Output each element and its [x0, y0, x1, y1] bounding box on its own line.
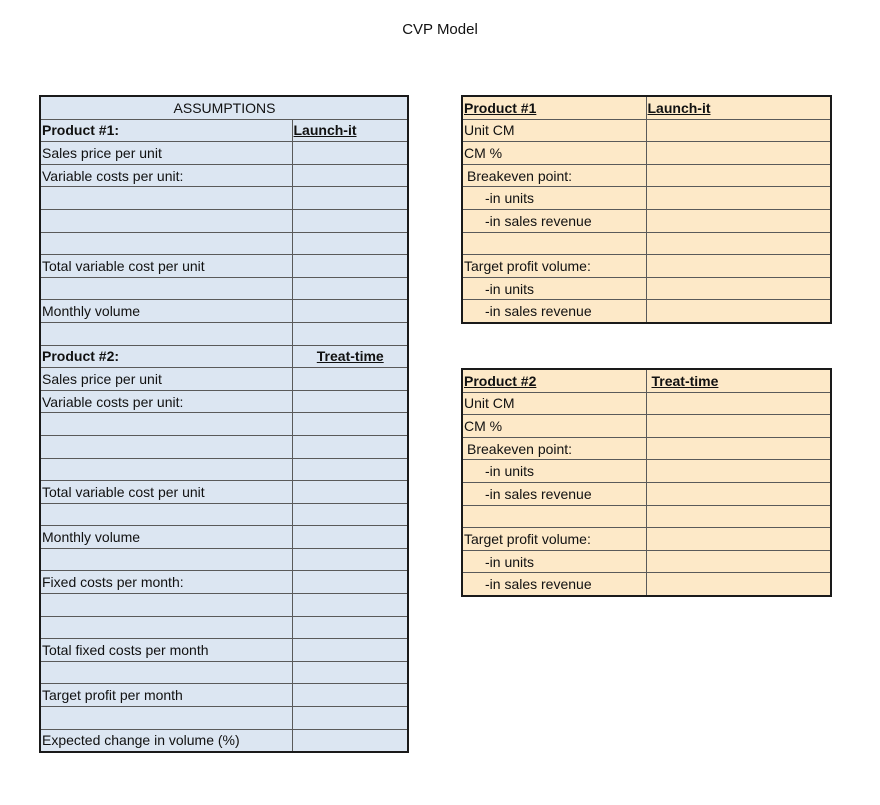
input-cell[interactable] [292, 458, 408, 481]
table-row [462, 460, 831, 483]
row-label: Breakeven point: [462, 164, 646, 187]
input-cell[interactable] [40, 209, 292, 232]
row-label: -in units [462, 460, 646, 483]
table-row [40, 458, 408, 481]
output-cell[interactable] [646, 460, 831, 483]
table-row [40, 571, 408, 594]
row-label: Total variable cost per unit [40, 255, 292, 278]
output-cell[interactable] [646, 392, 831, 415]
row-label: Unit CM [462, 392, 646, 415]
input-cell[interactable] [292, 142, 408, 165]
output-cell[interactable] [646, 482, 831, 505]
table-row [462, 142, 831, 165]
output-cell[interactable] [646, 277, 831, 300]
row-label: Target profit volume: [462, 528, 646, 551]
input-cell[interactable] [40, 616, 292, 639]
row-label: -in sales revenue [462, 300, 646, 323]
product1-label: Product #1: [40, 119, 292, 142]
input-cell[interactable] [292, 616, 408, 639]
row-label: CM % [462, 142, 646, 165]
output-cell[interactable] [646, 119, 831, 142]
input-cell[interactable] [40, 322, 292, 345]
input-cell[interactable] [40, 594, 292, 617]
table-row [462, 573, 831, 596]
table-row [462, 164, 831, 187]
table-row [40, 707, 408, 730]
input-cell[interactable] [292, 594, 408, 617]
table-row [462, 209, 831, 232]
input-cell[interactable] [292, 548, 408, 571]
row-label: Sales price per unit [40, 142, 292, 165]
input-cell[interactable] [40, 458, 292, 481]
table-row [462, 277, 831, 300]
table-row [462, 528, 831, 551]
row-label: Variable costs per unit: [40, 164, 292, 187]
output-cell[interactable] [646, 573, 831, 596]
input-cell[interactable] [292, 232, 408, 255]
table-row [462, 550, 831, 573]
input-cell[interactable] [292, 684, 408, 707]
input-cell[interactable] [292, 390, 408, 413]
input-cell[interactable] [292, 571, 408, 594]
table-row [40, 142, 408, 165]
input-cell[interactable] [292, 368, 408, 391]
input-cell[interactable] [292, 277, 408, 300]
row-label: Breakeven point: [462, 437, 646, 460]
input-cell[interactable] [292, 503, 408, 526]
row-label: Sales price per unit [40, 368, 292, 391]
table-row [462, 437, 831, 460]
output-cell[interactable] [646, 187, 831, 210]
row-label: Expected change in volume (%) [40, 729, 292, 752]
table-row [40, 119, 408, 142]
table-row [40, 232, 408, 255]
input-cell[interactable] [40, 413, 292, 436]
input-cell[interactable] [292, 661, 408, 684]
table-row [40, 164, 408, 187]
product1-name: Launch-it [292, 119, 408, 142]
product2-output-table [461, 368, 832, 597]
row-label: -in sales revenue [462, 573, 646, 596]
input-cell[interactable] [40, 232, 292, 255]
input-cell[interactable] [40, 503, 292, 526]
table-row [40, 729, 408, 752]
output-cell[interactable] [646, 255, 831, 278]
input-cell[interactable] [292, 322, 408, 345]
output-cell[interactable] [646, 209, 831, 232]
table-row [40, 187, 408, 210]
table-row [40, 594, 408, 617]
table-row [40, 255, 408, 278]
output-cell[interactable] [646, 142, 831, 165]
row-label: Monthly volume [40, 526, 292, 549]
input-cell[interactable] [40, 548, 292, 571]
row-label: Monthly volume [40, 300, 292, 323]
row-label: Variable costs per unit: [40, 390, 292, 413]
product2-name: Treat-time [292, 345, 408, 368]
table-row [462, 392, 831, 415]
input-cell[interactable] [292, 300, 408, 323]
output-cell[interactable] [462, 505, 646, 528]
output-cell[interactable] [646, 300, 831, 323]
table-row [462, 96, 831, 119]
output-cell[interactable] [462, 232, 646, 255]
row-label: -in units [462, 277, 646, 300]
table-row [40, 639, 408, 662]
input-cell[interactable] [292, 481, 408, 504]
page-title: CVP Model [402, 21, 478, 38]
row-label: -in sales revenue [462, 482, 646, 505]
table-row [40, 435, 408, 458]
input-cell[interactable] [40, 707, 292, 730]
table-row [40, 481, 408, 504]
row-label: Target profit volume: [462, 255, 646, 278]
input-cell[interactable] [292, 187, 408, 210]
input-cell[interactable] [292, 209, 408, 232]
table-row [462, 300, 831, 323]
table-row [40, 368, 408, 391]
row-label: -in units [462, 187, 646, 210]
table-row [40, 300, 408, 323]
product1-output-table [461, 95, 832, 324]
assumptions-header: ASSUMPTIONS [40, 96, 408, 119]
input-cell[interactable] [40, 435, 292, 458]
table-row [40, 503, 408, 526]
table-row [40, 616, 408, 639]
table-row [462, 255, 831, 278]
table-row [462, 482, 831, 505]
table-row [40, 345, 408, 368]
output1-name: Launch-it [646, 96, 831, 119]
output-cell[interactable] [646, 232, 831, 255]
output2-name: Treat-time [646, 369, 831, 392]
assumptions-table [39, 95, 409, 753]
table-row [40, 390, 408, 413]
table-row [462, 232, 831, 255]
output-cell[interactable] [646, 550, 831, 573]
table-row [40, 684, 408, 707]
row-label: Total fixed costs per month [40, 639, 292, 662]
input-cell[interactable] [40, 187, 292, 210]
input-cell[interactable] [292, 164, 408, 187]
table-row [40, 548, 408, 571]
row-label: Target profit per month [40, 684, 292, 707]
row-label: Fixed costs per month: [40, 571, 292, 594]
output-cell[interactable] [646, 164, 831, 187]
row-label: CM % [462, 415, 646, 438]
output-cell[interactable] [646, 505, 831, 528]
table-row [40, 661, 408, 684]
input-cell[interactable] [40, 661, 292, 684]
output2-product: Product #2 [462, 369, 646, 392]
row-label: Total variable cost per unit [40, 481, 292, 504]
row-label: Unit CM [462, 119, 646, 142]
table-row [462, 369, 831, 392]
table-row [40, 96, 408, 119]
table-row [462, 415, 831, 438]
table-row [40, 413, 408, 436]
row-label: -in sales revenue [462, 209, 646, 232]
table-row [40, 277, 408, 300]
input-cell[interactable] [292, 729, 408, 752]
output-cell[interactable] [646, 437, 831, 460]
output-cell[interactable] [646, 528, 831, 551]
table-row [462, 187, 831, 210]
product2-label: Product #2: [40, 345, 292, 368]
table-row [462, 119, 831, 142]
row-label: -in units [462, 550, 646, 573]
input-cell[interactable] [292, 413, 408, 436]
table-row [40, 322, 408, 345]
input-cell[interactable] [292, 526, 408, 549]
input-cell[interactable] [292, 435, 408, 458]
input-cell[interactable] [292, 707, 408, 730]
input-cell[interactable] [40, 277, 292, 300]
table-row [40, 526, 408, 549]
input-cell[interactable] [292, 255, 408, 278]
input-cell[interactable] [292, 639, 408, 662]
table-row [462, 505, 831, 528]
output1-product: Product #1 [462, 96, 646, 119]
output-cell[interactable] [646, 415, 831, 438]
table-row [40, 209, 408, 232]
